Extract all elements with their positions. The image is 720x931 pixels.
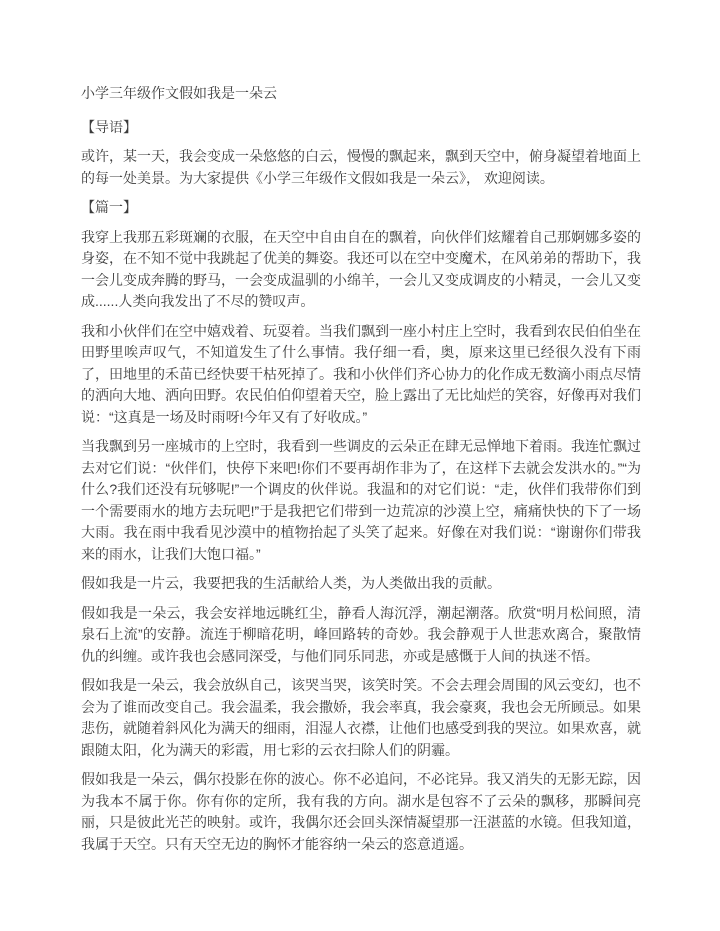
essay-paragraph-2: 我和小伙伴们在空中嬉戏着、玩耍着。当我们飘到一座小村庄上空时，我看到农民伯伯坐在田野里唉声叹气，不知道发生了什么事情。我仔细一看，奥，原来这里已经很久没有下雨了，田地里的禾苗已经快要干枯死掉了。我和小伙伴们齐心协力的化作成无数滴小雨点尽情的洒向大地、洒向田野。农民伯伯仰望着天空，脸上露出了无比灿烂的笑容，好像再对我们说：“这真是一场及时雨呀!今年又有了好收成。” bbox=[81, 322, 641, 425]
section-heading-pianyi: 【篇一】 bbox=[81, 199, 137, 215]
essay-paragraph-1: 我穿上我那五彩斑斓的衣服，在天空中自由自在的飘着，向伙伴们炫耀着自己那婀娜多姿的身姿，在不知不觉中我跳起了优美的舞姿。我还可以在空中变魔术，在风弟弟的帮助下，我一会儿变成奔腾的野马，一会变成温驯的小绵羊，一会儿又变成调皮的小精灵，一会儿又变成......人类向我发出了不尽的赞叹声。 bbox=[81, 228, 641, 309]
essay-paragraph-5: 假如我是一朵云，我会安祥地远眺红尘，静看人海沉浮，潮起潮落。欣赏“明月松间照，清泉石上流”的安静。流连于柳暗花明，峰回路转的奇妙。我会静观于人世悲欢离合，聚散情仇的纠缠。或许我也会感同深受，与他们同乐同悲，亦或是感慨于人间的执迷不悟。 bbox=[81, 604, 641, 664]
section-heading-daoyu: 【导语】 bbox=[81, 118, 137, 135]
essay-title: 小学三年级作文假如我是一朵云 bbox=[81, 85, 277, 101]
essay-paragraph-6: 假如我是一朵云，我会放纵自己，该哭当哭，该笑时笑。不会去理会周围的风云变幻，也不会为了谁而改变自己。我会温柔，我会撒娇，我会率真，我会豪爽，我也会无所顾忌。如果悲伤，就随着斜风化为满天的细雨，泪湿人衣襟，让他们也感受到我的哭泣。如果欢喜，就跟随太阳，化为满天的彩霞，用七彩的云衣扫除人们的阴霾。 bbox=[81, 677, 641, 758]
essay-paragraph-4: 假如我是一片云，我要把我的生活献给人类，为人类做出我的贡献。 bbox=[81, 575, 501, 591]
essay-paragraph-3: 当我飘到另一座城市的上空时，我看到一些调皮的云朵正在肆无忌惮地下着雨。我连忙飘过去对它们说：“伙伴们，快停下来吧!你们不要再胡作非为了，在这样下去就会发洪水的。”“为什么?我们还没有玩够呢!”一个调皮的伙伴说。我温和的对它们说：“走，伙伴们我带你们到一个需要雨水的地方去玩吧!”于是我把它们带到一边荒凉的沙漠上空，痛痛快快的下了一场大雨。我在雨中我看见沙漠中的植物抬起了头笑了起来。好像在对我们说：“谢谢你们带我来的雨水，让我们大饱口福。” bbox=[81, 438, 641, 562]
intro-paragraph: 或许，某一天，我会变成一朵悠悠的白云，慢慢的飘起来，飘到天空中，俯身凝望着地面上的每一处美景。为大家提供《小学三年级作文假如我是一朵云》， 欢迎阅读。 bbox=[81, 148, 641, 186]
essay-paragraph-7: 假如我是一朵云，偶尔投影在你的波心。你不必追问，不必诧异。我又消失的无影无踪，因为我本不属于你。你有你的定所，我有我的方向。湖水是包容不了云朵的飘移，那瞬间亮丽，只是彼此光芒的映射。或许，我偶尔还会回头深情凝望那一汪湛蓝的水镜。但我知道，我属于天空。只有天空无边的胸怀才能容纳一朵云的恣意逍遥。 bbox=[81, 771, 641, 852]
